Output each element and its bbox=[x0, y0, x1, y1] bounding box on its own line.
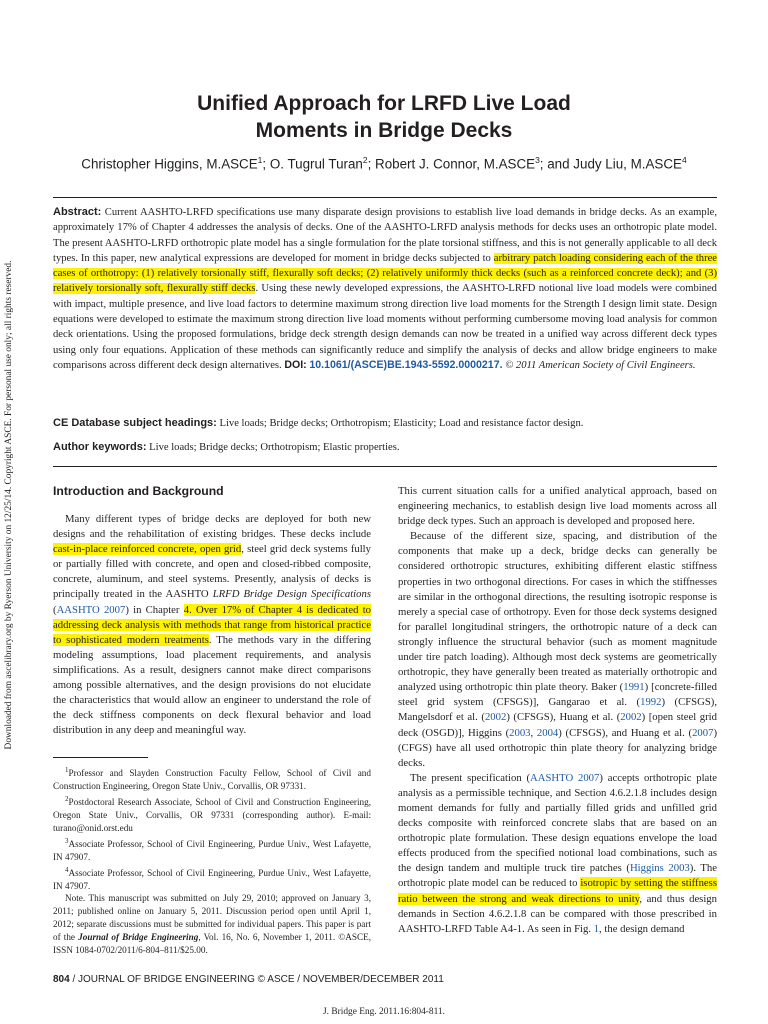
page-number: 804 bbox=[53, 974, 70, 985]
author-keywords-text: Live loads; Bridge decks; Orthotropism; Elastic properties. bbox=[146, 442, 400, 453]
intro-paragraph bbox=[53, 512, 371, 738]
section-heading: Introduction and Background bbox=[53, 484, 224, 498]
reference-link[interactable]: AASHTO 2007 bbox=[56, 603, 126, 616]
intro-highlight-2: 4. Over 17% of Chapter 4 is dedicated to addressing deck analysis with methods that range from historical practice to sophisticated modern treatments bbox=[53, 603, 372, 646]
footnote-2-marker: 2 bbox=[65, 794, 69, 803]
body-text: Because of the different size, spacing, and distribution of the components that make up a deck, bridge decks can generally be considered orthotropic structures, exhibiting different elastic stiffness properties in two orthogonal directions. For cases in which the stiffnesses are similar in the orthogonal directions, the resulting isotropic response is merely a special case of orthotropy. Even for those deck systems designed for parallel longitudinal stringers, the orthotropic nature of a deck can strongly influence the structural behavior (such as moment magnitude under tire patch loading). Although most deck systems are geometrically orthotropic, they have generally been treated as materially orthotropic and analyzed using orthotropic thin plate theory. Baker ( bbox=[398, 530, 717, 694]
body-text: ) (CFSGS), Mangelsdorf et al. ( bbox=[398, 696, 717, 724]
body-text: ) (CFGS) have all used orthotropic thin plate theory for analyzing bridge decks. bbox=[398, 726, 718, 769]
manuscript-note bbox=[53, 892, 371, 957]
footnote-4 bbox=[53, 864, 371, 893]
footnote-1 bbox=[53, 764, 371, 793]
footnote-4-marker: 4 bbox=[65, 865, 69, 874]
running-footer bbox=[53, 974, 444, 985]
reference-link[interactable]: Higgins 2003 bbox=[629, 862, 690, 875]
intro-text-4: ) in Chapter bbox=[125, 603, 184, 616]
subject-headings bbox=[53, 417, 717, 429]
copyright-notice: © 2011 American Society of Civil Engineers. bbox=[502, 359, 696, 371]
intro-text-3: ( bbox=[53, 603, 57, 616]
doi-link[interactable]: 10.1061/(ASCE)BE.1943-5592.0000217. bbox=[309, 358, 503, 371]
manuscript-note-text-1: Note. This manuscript was submitted on July 29, 2010; approved on January 3, 2011; published online on January 5, 2011. Discussion period open until April 1, 2012; separate discussions must be submitted for individual papers. This paper is part of the bbox=[53, 893, 371, 943]
body-text: ) [open steel grid deck (OSGD)], Higgins ( bbox=[398, 711, 717, 739]
footnotes bbox=[53, 764, 371, 957]
citation-year[interactable]: 2002 bbox=[620, 711, 642, 724]
reference-link[interactable]: AASHTO 2007 bbox=[530, 771, 600, 784]
author-keywords-label: Author keywords: bbox=[53, 441, 147, 453]
abstract-label: Abstract: bbox=[53, 206, 102, 218]
citation-year[interactable]: 2002 bbox=[484, 711, 507, 724]
author-3: ; Robert J. Connor, M.ASCE bbox=[367, 156, 536, 172]
body-text: The present specification ( bbox=[410, 771, 531, 784]
footnote-3-marker: 3 bbox=[65, 836, 69, 845]
author-keywords bbox=[53, 441, 717, 453]
spec-title: LRFD Bridge Design Specifications bbox=[212, 588, 371, 601]
footnote-4-text: Associate Professor, School of Civil Engineering, Purdue Univ., West Lafayette, IN 47907. bbox=[53, 867, 371, 891]
figure-link[interactable]: 1 bbox=[593, 922, 600, 935]
author-3-affil: 3 bbox=[535, 155, 540, 165]
subject-headings-label: CE Database subject headings: bbox=[53, 417, 217, 429]
footnote-2-text: Postdoctoral Research Associate, School of Civil and Construction Engineering, Oregon State Univ., Corvallis, OR 97331 (corresponding author). E-mail: turano@onid.orst.edu bbox=[53, 796, 371, 833]
body-text: , and thus design demands in Section 4.6.2.1.8 can be compared with those prescribed in AASHTO-LRFD Table A4-1. As seen in Fig. bbox=[398, 892, 717, 935]
doi-label: DOI: bbox=[284, 358, 307, 371]
title-line-1: Unified Approach for LRFD Live Load bbox=[197, 92, 571, 115]
body-paragraph-3 bbox=[398, 771, 717, 937]
citation-year[interactable]: 2007 bbox=[692, 726, 714, 739]
journal-title: Journal of Bridge Engineering bbox=[78, 932, 199, 943]
download-notice: Downloaded from ascelibrary.org by Ryerson University on 12/25/14. Copyright ASCE. For personal use only; all rights reserved. bbox=[4, 260, 14, 750]
intro-text-1: Many different types of bridge decks are deployed for both new designs and the rehabilitation of existing bridges. These decks include bbox=[53, 513, 371, 541]
author-list bbox=[0, 155, 768, 171]
citation-year[interactable]: 2003 bbox=[509, 726, 531, 739]
header-divider bbox=[53, 197, 717, 198]
body-paragraph-2 bbox=[398, 529, 717, 771]
footnote-3 bbox=[53, 835, 371, 864]
footnote-1-text: Professor and Slayden Construction Faculty Fellow, School of Civil and Construction Engineering, Oregon State Univ., Corvallis, OR 97331. bbox=[53, 768, 371, 791]
author-2-affil: 2 bbox=[362, 155, 368, 165]
body-text: , bbox=[530, 726, 537, 739]
author-4-affil: 4 bbox=[681, 155, 687, 165]
body-text: ) [concrete-filled steel grid system (CFSGS)], Gangarao et al. ( bbox=[398, 681, 717, 709]
intro-highlight-1: cast-in-place reinforced concrete, open grid bbox=[53, 543, 242, 556]
title-line-2: Moments in Bridge Decks bbox=[255, 119, 513, 142]
footnote-2 bbox=[53, 793, 371, 835]
intro-text-2: , steel grid deck systems fully or partially filled with concrete, and open and closed-ribbed composite, concrete, aluminum, and steel systems. Presently, analysis of decks is principally treated in the AASHTO bbox=[53, 543, 371, 601]
abstract-text-1: Current AASHTO-LRFD specifications use many disparate design provisions to establish live load demands in bridge decks. As an example, approximately 17% of Chapter 4 addresses the analysis of decks. One of the AASHTO-LRFD analysis methods for decks uses an orthotropic plate model. The present AASHTO-LRFD orthotropic plate model has a single formulation for the plate torsional stiffness, and this is not generally applicable to all deck types. In this paper, new analytical expressions are developed for moment in bridge decks subjected to bbox=[53, 207, 717, 264]
manuscript-note-text-2: , Vol. 16, No. 6, November 1, 2011. ©ASCE, ISSN 1084-0702/2011/6-804–811/$25.00. bbox=[53, 932, 371, 956]
footnote-3-text: Associate Professor, School of Civil Engineering, Purdue Univ., West Lafayette, IN 47907. bbox=[53, 838, 371, 862]
author-1-affil: 1 bbox=[257, 155, 263, 165]
citation-year[interactable]: 1991 bbox=[623, 681, 645, 694]
citation-year[interactable]: 2004 bbox=[536, 726, 559, 739]
author-1: Christopher Higgins, M.ASCE bbox=[81, 156, 258, 172]
body-text: ) (CFSGS), and Huang et al. ( bbox=[558, 726, 693, 739]
abstract bbox=[53, 205, 717, 373]
download-watermark bbox=[2, 240, 16, 770]
body-text: , the design demand bbox=[599, 922, 685, 935]
body-highlight: isotropic by setting the stiffness ratio between the strong and weak directions to unity bbox=[398, 877, 717, 905]
intro-text-5: . The methods vary in the differing modeling assumptions, load placement requirements, and analysis simplifications. As a result, designers cannot make direct comparisons among possible alternatives, and the design provisions do not elucidate the characteristics that would allow an engineer to understand the role of the deck stiffness components on deck flexural behavior and load distribution in any deep and meaningful way. bbox=[53, 633, 371, 737]
body-text: ) (CFSGS), Huang et al. ( bbox=[506, 711, 621, 724]
author-4: ; and Judy Liu, M.ASCE bbox=[539, 156, 682, 172]
citation-line: J. Bridge Eng. 2011.16:804-811. bbox=[323, 1007, 445, 1017]
citation-year[interactable]: 1992 bbox=[640, 696, 662, 709]
footnote-divider bbox=[53, 757, 148, 758]
right-column bbox=[398, 484, 717, 937]
body-text: ). The orthotropic plate model can be reduced to bbox=[398, 862, 718, 890]
paper-title bbox=[0, 90, 768, 144]
footer-journal: / JOURNAL OF BRIDGE ENGINEERING © ASCE / NOVEMBER/DECEMBER 2011 bbox=[69, 974, 444, 985]
footnote-1-marker: 1 bbox=[65, 766, 69, 774]
abstract-text-2: . Using these newly developed expressions, the AASHTO-LRFD notional live load models were combined with impact, multiple presence, and live load factors to determine maximum strong direction live load moments for the Strength I design limit state. Design equations were developed to estimate the maximum strong direction live load moments without performing cumbersome moving load analysis for common deck orientations. Using the proposed formulations, bridge deck strength design demands can now be treated in a unified way across different deck types using only four equations. Application of these methods can significantly reduce and simplify the analysis of decks and allow bridge engineers to make comparisons across different deck design alternatives. bbox=[53, 283, 717, 371]
keywords-divider bbox=[53, 466, 717, 467]
author-2: ; O. Tugrul Turan bbox=[262, 156, 363, 172]
body-paragraph-1: This current situation calls for a unified analytical approach, based on engineering mechanics, to establish design live load moments across all bridge deck types. Such an approach is developed and proposed here. bbox=[398, 485, 717, 528]
body-text: ) accepts orthotropic plate analysis as a permissible technique, and Section 4.6.2.1.8 includes design moment demands for fully and partially filled grids and unfilled grid decks composite with reinforced concrete slabs that are based on an orthotropic plate formulation. These design equations envelope the load effects produced from the specified notional load combinations, such as the design tandem and multiple truck tire patches ( bbox=[398, 771, 718, 875]
abstract-highlight: arbitrary patch loading considering each of the three cases of orthotropy: (1) relatively torsionally stiff, flexurally soft decks; (2) relatively uniformly thick decks (such as a reinforced concrete deck); and (3) relatively torsionally soft, flexurally stiff decks bbox=[53, 252, 717, 295]
subject-headings-text: Live loads; Bridge decks; Orthotropism; Elasticity; Load and resistance factor design. bbox=[216, 418, 584, 429]
